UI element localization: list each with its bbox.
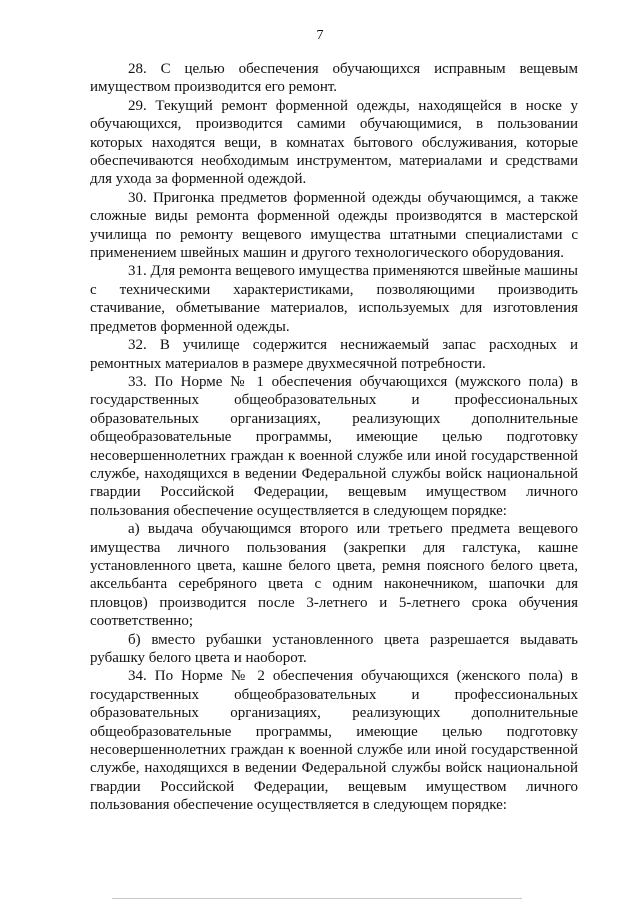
paragraph-30: 30. Пригонка предметов форменной одежды обучающимся, а также сложные виды ремонта форменной одежды производятся в мастерской училища по ремонту вещевого имущества штатными специалистами с применением швейных машин и другого технологического оборудования. xyxy=(90,189,578,262)
paragraph-33-item-b: б) вместо рубашки установленного цвета разрешается выдавать рубашку белого цвета и наоборот. xyxy=(90,631,578,666)
paragraph-29: 29. Текущий ремонт форменной одежды, находящейся в носке у обучающихся, производится самими обучающимися, в пользовании которых находятся вещи, в комнатах бытового обслуживания, которые обеспечиваются необходимым инструментом, материалами и средствами для ухода за форменной одеждой. xyxy=(90,97,578,188)
scan-edge-line xyxy=(112,898,522,899)
paragraph-28: 28. С целью обеспечения обучающихся исправным вещевым имуществом производится его ремонт. xyxy=(90,61,578,96)
document-body xyxy=(90,60,578,815)
page-number: 7 xyxy=(316,28,324,43)
paragraph-34: 34. По Норме № 2 обеспечения обучающихся (женского пола) в государственных общеобразовательных и профессиональных образовательных организациях, реализующих дополнительные общеобразовательные программы, имеющие целью подготовку несовершеннолетних граждан к военной службе или иной государственной службе, находящихся в ведении Федеральной службы войск национальной гвардии Российской Федерации, вещевым имуществом личного пользования обеспечение осуществляется в следующем порядке: xyxy=(90,668,578,814)
paragraph-32: 32. В училище содержится неснижаемый запас расходных и ремонтных материалов в размере двухмесячной потребности. xyxy=(90,337,578,372)
paragraph-33-item-a: а) выдача обучающимся второго или третьего предмета вещевого имущества личного пользования (закрепки для галстука, кашне установленного цвета, кашне белого цвета, ремня поясного белого цвета, аксельбанта серебряного цвета с одним наконечником, шапочки для пловцов) производится после 3-летнего и 5-летнего срока обучения соответственно; xyxy=(90,521,578,630)
paragraph-33: 33. По Норме № 1 обеспечения обучающихся (мужского пола) в государственных общеобразовательных и профессиональных образовательных организациях, реализующих дополнительные общеобразовательные программы, имеющие целью подготовку несовершеннолетних граждан к военной службе или иной государственной службе, находящихся в ведении Федеральной службы войск национальной гвардии Российской Федерации, вещевым имуществом личного пользования обеспечение осуществляется в следующем порядке: xyxy=(90,373,578,519)
paragraph-31: 31. Для ремонта вещевого имущества применяются швейные машины с техническими характеристиками, позволяющими производить стачивание, обметывание материалов, используемых для изготовления предметов форменной одежды. xyxy=(90,263,578,335)
